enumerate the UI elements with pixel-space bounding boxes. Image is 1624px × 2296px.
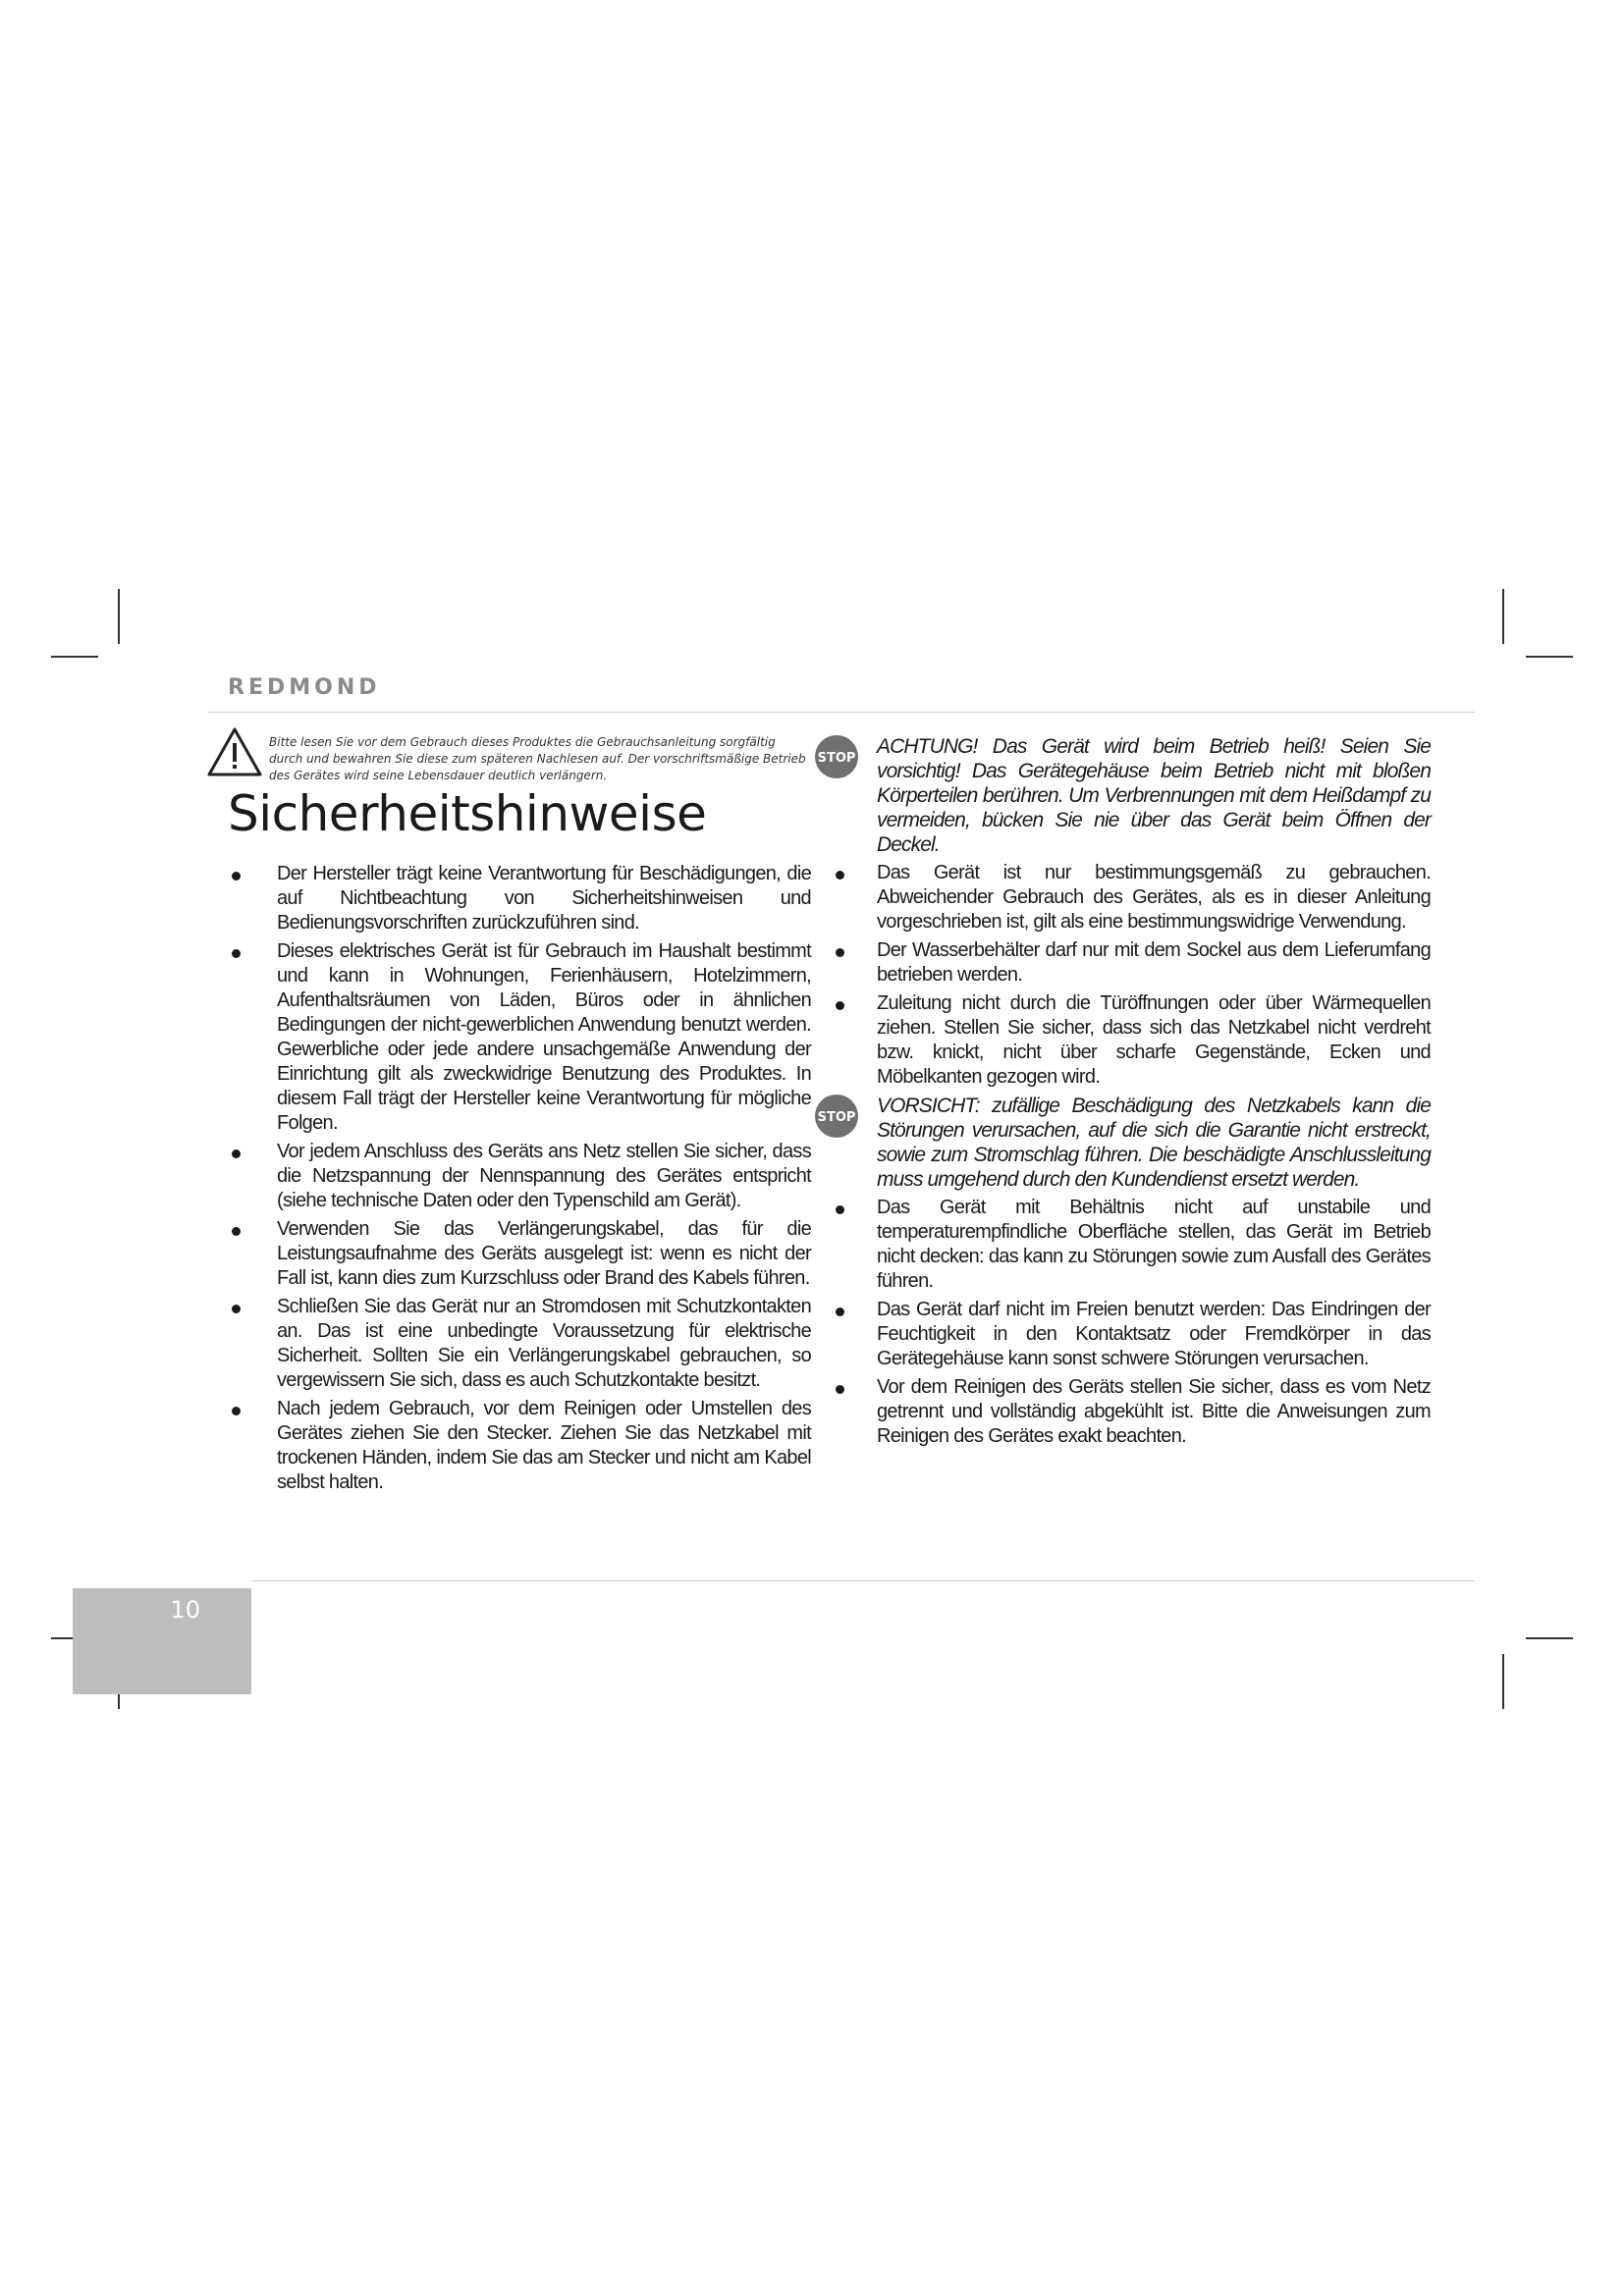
list-item-text: Das Gerät darf nicht im Freien benutzt werden: Das Eindringen der Feuchtigkeit in den Kontaktsatz oder Fremdkörper in das Gerätegehäuse kann sonst schwere Störungen verursachen. bbox=[877, 1299, 1431, 1369]
warning-icon bbox=[206, 726, 263, 777]
right-safety-list bbox=[817, 734, 1431, 1453]
list-item bbox=[830, 991, 1431, 1090]
footer-divider bbox=[251, 1580, 1475, 1581]
list-item-text: Das Gerät ist nur bestimmungsgemäß zu gebrauchen. Abweichender Gebrauch des Gerätes, als es in dieser Anleitung vorgeschrieben ist, gilt als eine bestimmungswidrige Verwendung. bbox=[877, 862, 1431, 933]
list-item-text: Zuleitung nicht durch die Türöffnungen oder über Wärmequellen ziehen. Stellen Sie sicher, dass sich das Netzkabel nicht verdreht bzw. knickt, nicht über scharfe Gegenstände, Ecken und Möbelkanten gezogen wird. bbox=[877, 992, 1431, 1088]
list-item bbox=[232, 1140, 811, 1213]
list-item bbox=[830, 1196, 1431, 1294]
bullet-icon bbox=[836, 1001, 844, 1010]
list-item bbox=[830, 861, 1431, 934]
brand-logo: REDMOND bbox=[228, 675, 381, 700]
stop-sign-icon bbox=[814, 734, 859, 779]
stop-sign-icon bbox=[814, 1094, 859, 1139]
list-item-text: Nach jedem Gebrauch, vor dem Reinigen oder Umstellen des Gerätes ziehen Sie den Stecker. Ziehen Sie das Netzkabel mit trockenen Händen, indem Sie das am Stecker und nicht am Kabel selbst halten. bbox=[277, 1398, 811, 1493]
stop-label: STOP bbox=[817, 751, 856, 766]
list-item bbox=[232, 1295, 811, 1393]
intro-notice: Bitte lesen Sie vor dem Gebrauch dieses Produktes die Gebrauchsanleitung sorgfältig durch und bewahren Sie diese zum späteren Nachlesen auf. Der vorschriftsmäßige Betrieb des Gerätes wird seine Lebensdauer deutlich verlängern. bbox=[269, 735, 806, 782]
list-item bbox=[830, 1375, 1431, 1449]
bullet-icon bbox=[232, 1227, 241, 1236]
page-number: 10 bbox=[170, 1596, 200, 1624]
page-number-box bbox=[73, 1588, 251, 1694]
stop-warning bbox=[817, 734, 1431, 857]
bullet-icon bbox=[232, 1305, 241, 1313]
stop-warning-text: ACHTUNG! Das Gerät wird beim Betrieb heiß! Seien Sie vorsichtig! Das Gerätegehäuse beim Betrieb nicht mit bloßen Körperteilen berühren. Um Verbrennungen mit dem Heißdampf zu vermeiden, bücken Sie nie über das Gerät beim Öffnen der Deckel. bbox=[877, 735, 1431, 856]
list-item-text: Der Hersteller trägt keine Verantwortung für Beschädigungen, die auf Nichtbeachtung von Sicherheitshinweisen und Bedienungsvorschriften zurückzuführen sind. bbox=[277, 863, 811, 934]
list-item-text: Der Wasserbehälter darf nur mit dem Sockel aus dem Lieferumfang betrieben werden. bbox=[877, 939, 1431, 986]
crop-mark bbox=[118, 589, 120, 644]
list-item bbox=[830, 1298, 1431, 1371]
bullet-icon bbox=[836, 948, 844, 957]
list-item bbox=[232, 939, 811, 1136]
header-divider bbox=[208, 712, 1475, 713]
bullet-icon bbox=[836, 1385, 844, 1394]
stop-warning-text: VORSICHT: zufällige Beschädigung des Netzkabels kann die Störungen verursachen, auf die sich die Garantie nicht erstreckt, sowie zum Stromschlag führen. Die beschädigte Anschlussleitung muss umgehend durch den Kundendienst ersetzt werden. bbox=[877, 1095, 1431, 1191]
list-item-text: Vor jedem Anschluss des Geräts ans Netz stellen Sie sicher, dass die Netzspannung der Nennspannung des Gerätes entspricht (siehe technische Daten oder den Typenschild am Gerät). bbox=[277, 1141, 811, 1211]
list-item bbox=[830, 938, 1431, 988]
stop-label: STOP bbox=[817, 1110, 856, 1125]
bullet-icon bbox=[232, 1407, 241, 1415]
list-item-text: Das Gerät mit Behältnis nicht auf unstabile und temperaturempfindliche Oberfläche stellen, das Gerät im Betrieb nicht decken: das kann zu Störungen sowie zum Ausfall des Gerätes führen. bbox=[877, 1197, 1431, 1292]
crop-mark bbox=[51, 656, 98, 658]
crop-mark bbox=[1502, 589, 1504, 644]
list-item bbox=[232, 862, 811, 935]
crop-mark bbox=[1526, 1637, 1573, 1639]
list-item-text: Schließen Sie das Gerät nur an Stromdosen mit Schutzkontakten an. Das ist eine unbedingte Voraussetzung für elektrische Sicherheit. Sollten Sie ein Verlängerungskabel gebrauchen, so vergewissern Sie sich, dass es auch Schutzkontakte besitzt. bbox=[277, 1296, 811, 1391]
crop-mark bbox=[1526, 656, 1573, 658]
bullet-icon bbox=[232, 949, 241, 958]
list-item-text: Verwenden Sie das Verlängerungskabel, das für die Leistungsaufnahme des Geräts ausgelegt ist: wenn es nicht der Fall ist, kann dies zum Kurzschluss oder Brand des Kabels führen. bbox=[277, 1218, 811, 1289]
page-title: Sicherheitshinweise bbox=[228, 785, 707, 842]
bullet-icon bbox=[836, 1308, 844, 1316]
crop-mark bbox=[1502, 1654, 1504, 1709]
bullet-icon bbox=[836, 1205, 844, 1214]
list-item bbox=[232, 1397, 811, 1495]
bullet-icon bbox=[232, 1149, 241, 1158]
list-item-text: Vor dem Reinigen des Geräts stellen Sie sicher, dass es vom Netz getrennt und vollständig abgekühlt ist. Bitte die Anweisungen zum Reinigen des Gerätes exakt beachten. bbox=[877, 1376, 1431, 1447]
left-safety-list bbox=[232, 862, 811, 1499]
stop-warning bbox=[817, 1094, 1431, 1192]
bullet-icon bbox=[232, 872, 241, 881]
list-item bbox=[232, 1217, 811, 1291]
bullet-icon bbox=[836, 871, 844, 880]
list-item-text: Dieses elektrisches Gerät ist für Gebrauch im Haushalt bestimmt und kann in Wohnungen, Ferienhäusern, Hotelzimmern, Aufenthaltsräumen von Läden, Büros oder in ähnlichen Bedingungen der nicht-gewerblichen Anwendung benutzt werden. Gewerbliche oder jede andere unsachgemäße Anwendung der Einrichtung gilt als zweckwidrige Benutzung des Produktes. In diesem Fall trägt der Hersteller keine Verantwortung für mögliche Folgen. bbox=[277, 940, 811, 1134]
